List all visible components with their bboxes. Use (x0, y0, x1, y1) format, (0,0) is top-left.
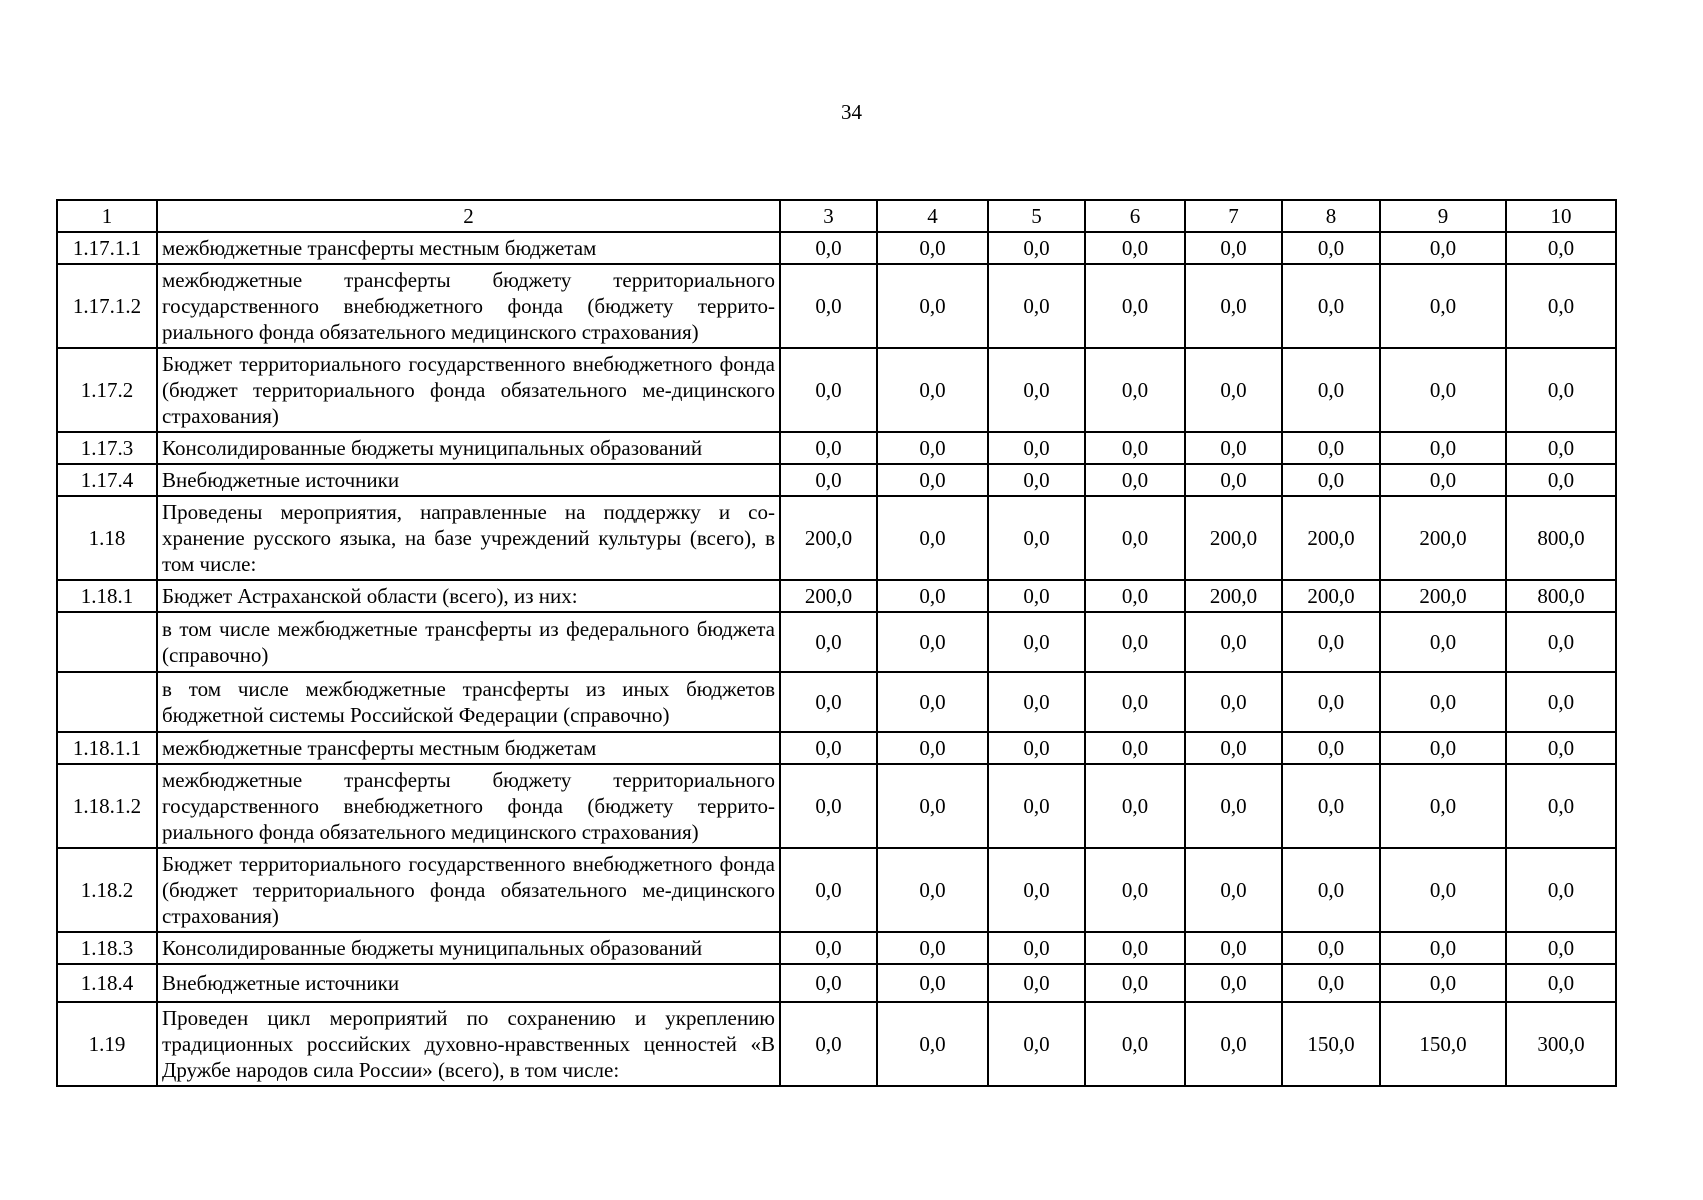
value-cell: 0,0 (1506, 232, 1616, 264)
table-row (57, 964, 1616, 1002)
row-description: в том числе межбюджетные трансферты из иных бюджетов бюджетной системы Российской Федерации (справочно) (157, 672, 780, 732)
value-cell: 0,0 (988, 848, 1085, 932)
value-cell: 0,0 (988, 1002, 1085, 1086)
column-header: 10 (1506, 200, 1616, 232)
value-cell: 200,0 (1380, 496, 1506, 580)
value-cell: 0,0 (1185, 612, 1282, 672)
table-row (57, 848, 1616, 932)
value-cell: 0,0 (988, 432, 1085, 464)
table-row (57, 496, 1616, 580)
row-code: 1.19 (57, 1002, 157, 1086)
value-cell: 0,0 (1085, 348, 1185, 432)
value-cell: 0,0 (1085, 848, 1185, 932)
value-cell: 0,0 (1185, 764, 1282, 848)
value-cell: 0,0 (988, 964, 1085, 1002)
table-row (57, 580, 1616, 612)
value-cell: 0,0 (1282, 848, 1380, 932)
value-cell: 0,0 (1380, 432, 1506, 464)
value-cell: 0,0 (877, 732, 988, 764)
value-cell: 0,0 (1282, 348, 1380, 432)
value-cell: 0,0 (1185, 432, 1282, 464)
column-header: 8 (1282, 200, 1380, 232)
header-row (57, 200, 1616, 232)
value-cell: 0,0 (1282, 612, 1380, 672)
value-cell: 0,0 (1282, 232, 1380, 264)
value-cell: 0,0 (1085, 612, 1185, 672)
value-cell: 200,0 (1282, 496, 1380, 580)
value-cell: 0,0 (1185, 232, 1282, 264)
value-cell: 0,0 (1506, 848, 1616, 932)
value-cell: 0,0 (988, 464, 1085, 496)
value-cell: 0,0 (780, 672, 877, 732)
table-row (57, 764, 1616, 848)
value-cell: 0,0 (1506, 964, 1616, 1002)
value-cell: 0,0 (1085, 964, 1185, 1002)
value-cell: 0,0 (988, 732, 1085, 764)
value-cell: 0,0 (988, 496, 1085, 580)
value-cell: 200,0 (1185, 580, 1282, 612)
table-row (57, 612, 1616, 672)
value-cell: 0,0 (877, 348, 988, 432)
value-cell: 0,0 (1282, 732, 1380, 764)
column-header: 5 (988, 200, 1085, 232)
row-description: Внебюджетные источники (157, 464, 780, 496)
row-code (57, 672, 157, 732)
row-description: межбюджетные трансферты бюджету территориального государственного внебюджетного фонда (бюджету террито-риального фонда обязательного медицинского страхования) (157, 264, 780, 348)
value-cell: 0,0 (877, 464, 988, 496)
row-code: 1.17.1.2 (57, 264, 157, 348)
value-cell: 0,0 (1085, 264, 1185, 348)
row-description: Консолидированные бюджеты муниципальных образований (157, 932, 780, 964)
value-cell: 200,0 (780, 496, 877, 580)
value-cell: 0,0 (1380, 348, 1506, 432)
value-cell: 0,0 (877, 232, 988, 264)
value-cell: 0,0 (1085, 464, 1185, 496)
value-cell: 0,0 (1506, 348, 1616, 432)
row-description: Проведены мероприятия, направленные на поддержку и со-хранение русского языка, на базе учреждений культуры (всего), в том числе: (157, 496, 780, 580)
row-description: Консолидированные бюджеты муниципальных образований (157, 432, 780, 464)
value-cell: 800,0 (1506, 580, 1616, 612)
value-cell: 0,0 (1085, 932, 1185, 964)
table-row (57, 732, 1616, 764)
value-cell: 0,0 (780, 732, 877, 764)
value-cell: 0,0 (1506, 264, 1616, 348)
value-cell: 0,0 (1506, 932, 1616, 964)
value-cell: 150,0 (1282, 1002, 1380, 1086)
value-cell: 0,0 (1282, 764, 1380, 848)
value-cell: 0,0 (1506, 732, 1616, 764)
value-cell: 0,0 (988, 612, 1085, 672)
value-cell: 0,0 (1185, 464, 1282, 496)
value-cell: 0,0 (1380, 672, 1506, 732)
value-cell: 0,0 (988, 348, 1085, 432)
value-cell: 0,0 (1185, 732, 1282, 764)
value-cell: 0,0 (780, 612, 877, 672)
value-cell: 0,0 (1085, 232, 1185, 264)
value-cell: 0,0 (780, 764, 877, 848)
value-cell: 0,0 (1282, 932, 1380, 964)
value-cell: 200,0 (1380, 580, 1506, 612)
value-cell: 200,0 (780, 580, 877, 612)
value-cell: 0,0 (1185, 672, 1282, 732)
value-cell: 0,0 (1380, 612, 1506, 672)
value-cell: 0,0 (1085, 732, 1185, 764)
value-cell: 0,0 (1085, 672, 1185, 732)
row-code: 1.18 (57, 496, 157, 580)
value-cell: 0,0 (1380, 232, 1506, 264)
value-cell: 0,0 (780, 1002, 877, 1086)
value-cell: 0,0 (877, 932, 988, 964)
value-cell: 0,0 (877, 672, 988, 732)
row-description: межбюджетные трансферты местным бюджетам (157, 732, 780, 764)
value-cell: 0,0 (1282, 964, 1380, 1002)
row-code: 1.18.1.2 (57, 764, 157, 848)
value-cell: 300,0 (1506, 1002, 1616, 1086)
column-header: 9 (1380, 200, 1506, 232)
value-cell: 0,0 (1185, 1002, 1282, 1086)
value-cell: 0,0 (1380, 964, 1506, 1002)
value-cell: 0,0 (780, 348, 877, 432)
value-cell: 0,0 (877, 496, 988, 580)
column-header: 6 (1085, 200, 1185, 232)
row-code: 1.18.4 (57, 964, 157, 1002)
value-cell: 0,0 (1282, 432, 1380, 464)
value-cell: 0,0 (1380, 264, 1506, 348)
row-code: 1.17.1.1 (57, 232, 157, 264)
value-cell: 0,0 (1380, 932, 1506, 964)
value-cell: 0,0 (1506, 432, 1616, 464)
value-cell: 0,0 (988, 672, 1085, 732)
value-cell: 0,0 (780, 848, 877, 932)
value-cell: 0,0 (1085, 496, 1185, 580)
value-cell: 0,0 (1506, 612, 1616, 672)
row-code: 1.18.1 (57, 580, 157, 612)
row-description: межбюджетные трансферты местным бюджетам (157, 232, 780, 264)
column-header: 4 (877, 200, 988, 232)
value-cell: 0,0 (877, 580, 988, 612)
table-row (57, 464, 1616, 496)
table-row (57, 232, 1616, 264)
value-cell: 0,0 (1380, 764, 1506, 848)
row-description: межбюджетные трансферты бюджету территориального государственного внебюджетного фонда (бюджету террито-риального фонда обязательного медицинского страхования) (157, 764, 780, 848)
budget-table (56, 199, 1617, 1087)
row-description: Бюджет Астраханской области (всего), из них: (157, 580, 780, 612)
value-cell: 0,0 (1380, 464, 1506, 496)
row-code: 1.18.1.1 (57, 732, 157, 764)
value-cell: 0,0 (780, 432, 877, 464)
value-cell: 0,0 (1085, 580, 1185, 612)
value-cell: 0,0 (988, 764, 1085, 848)
value-cell: 0,0 (780, 464, 877, 496)
value-cell: 200,0 (1185, 496, 1282, 580)
value-cell: 0,0 (1380, 732, 1506, 764)
value-cell: 0,0 (877, 1002, 988, 1086)
column-header: 3 (780, 200, 877, 232)
table-row (57, 672, 1616, 732)
row-code: 1.17.2 (57, 348, 157, 432)
value-cell: 0,0 (1185, 932, 1282, 964)
value-cell: 0,0 (1506, 672, 1616, 732)
value-cell: 0,0 (988, 932, 1085, 964)
value-cell: 0,0 (1085, 764, 1185, 848)
table-row (57, 932, 1616, 964)
value-cell: 0,0 (877, 264, 988, 348)
value-cell: 0,0 (780, 232, 877, 264)
value-cell: 0,0 (1185, 964, 1282, 1002)
value-cell: 0,0 (1506, 464, 1616, 496)
value-cell: 0,0 (1185, 264, 1282, 348)
row-code: 1.18.3 (57, 932, 157, 964)
table-row (57, 264, 1616, 348)
row-code (57, 612, 157, 672)
row-code: 1.17.4 (57, 464, 157, 496)
row-description: Бюджет территориального государственного внебюджетного фонда (бюджет территориального фонда обязательного ме-дицинского страхования) (157, 348, 780, 432)
table-row (57, 348, 1616, 432)
value-cell: 0,0 (1282, 264, 1380, 348)
value-cell: 0,0 (780, 964, 877, 1002)
value-cell: 0,0 (988, 264, 1085, 348)
value-cell: 0,0 (877, 848, 988, 932)
value-cell: 0,0 (877, 432, 988, 464)
row-description: Внебюджетные источники (157, 964, 780, 1002)
row-description: Бюджет территориального государственного внебюджетного фонда (бюджет территориального фонда обязательного ме-дицинского страхования) (157, 848, 780, 932)
table-row (57, 432, 1616, 464)
table-row (57, 1002, 1616, 1086)
value-cell: 150,0 (1380, 1002, 1506, 1086)
value-cell: 0,0 (988, 580, 1085, 612)
column-header: 2 (157, 200, 780, 232)
value-cell: 0,0 (877, 612, 988, 672)
row-code: 1.18.2 (57, 848, 157, 932)
value-cell: 0,0 (1282, 464, 1380, 496)
value-cell: 0,0 (877, 964, 988, 1002)
value-cell: 0,0 (1380, 848, 1506, 932)
column-header: 1 (57, 200, 157, 232)
value-cell: 0,0 (1185, 848, 1282, 932)
row-description: Проведен цикл мероприятий по сохранению и укреплению традиционных российских духовно-нравственных ценностей «В Дружбе народов сила России» (всего), в том числе: (157, 1002, 780, 1086)
value-cell: 0,0 (1185, 348, 1282, 432)
value-cell: 200,0 (1282, 580, 1380, 612)
value-cell: 0,0 (877, 764, 988, 848)
row-code: 1.17.3 (57, 432, 157, 464)
row-description: в том числе межбюджетные трансферты из федерального бюджета (справочно) (157, 612, 780, 672)
value-cell: 0,0 (780, 932, 877, 964)
value-cell: 0,0 (1282, 672, 1380, 732)
value-cell: 0,0 (780, 264, 877, 348)
value-cell: 0,0 (1085, 1002, 1185, 1086)
value-cell: 0,0 (1085, 432, 1185, 464)
column-header: 7 (1185, 200, 1282, 232)
value-cell: 0,0 (1506, 764, 1616, 848)
value-cell: 0,0 (988, 232, 1085, 264)
page-number: 34 (841, 100, 862, 124)
value-cell: 800,0 (1506, 496, 1616, 580)
